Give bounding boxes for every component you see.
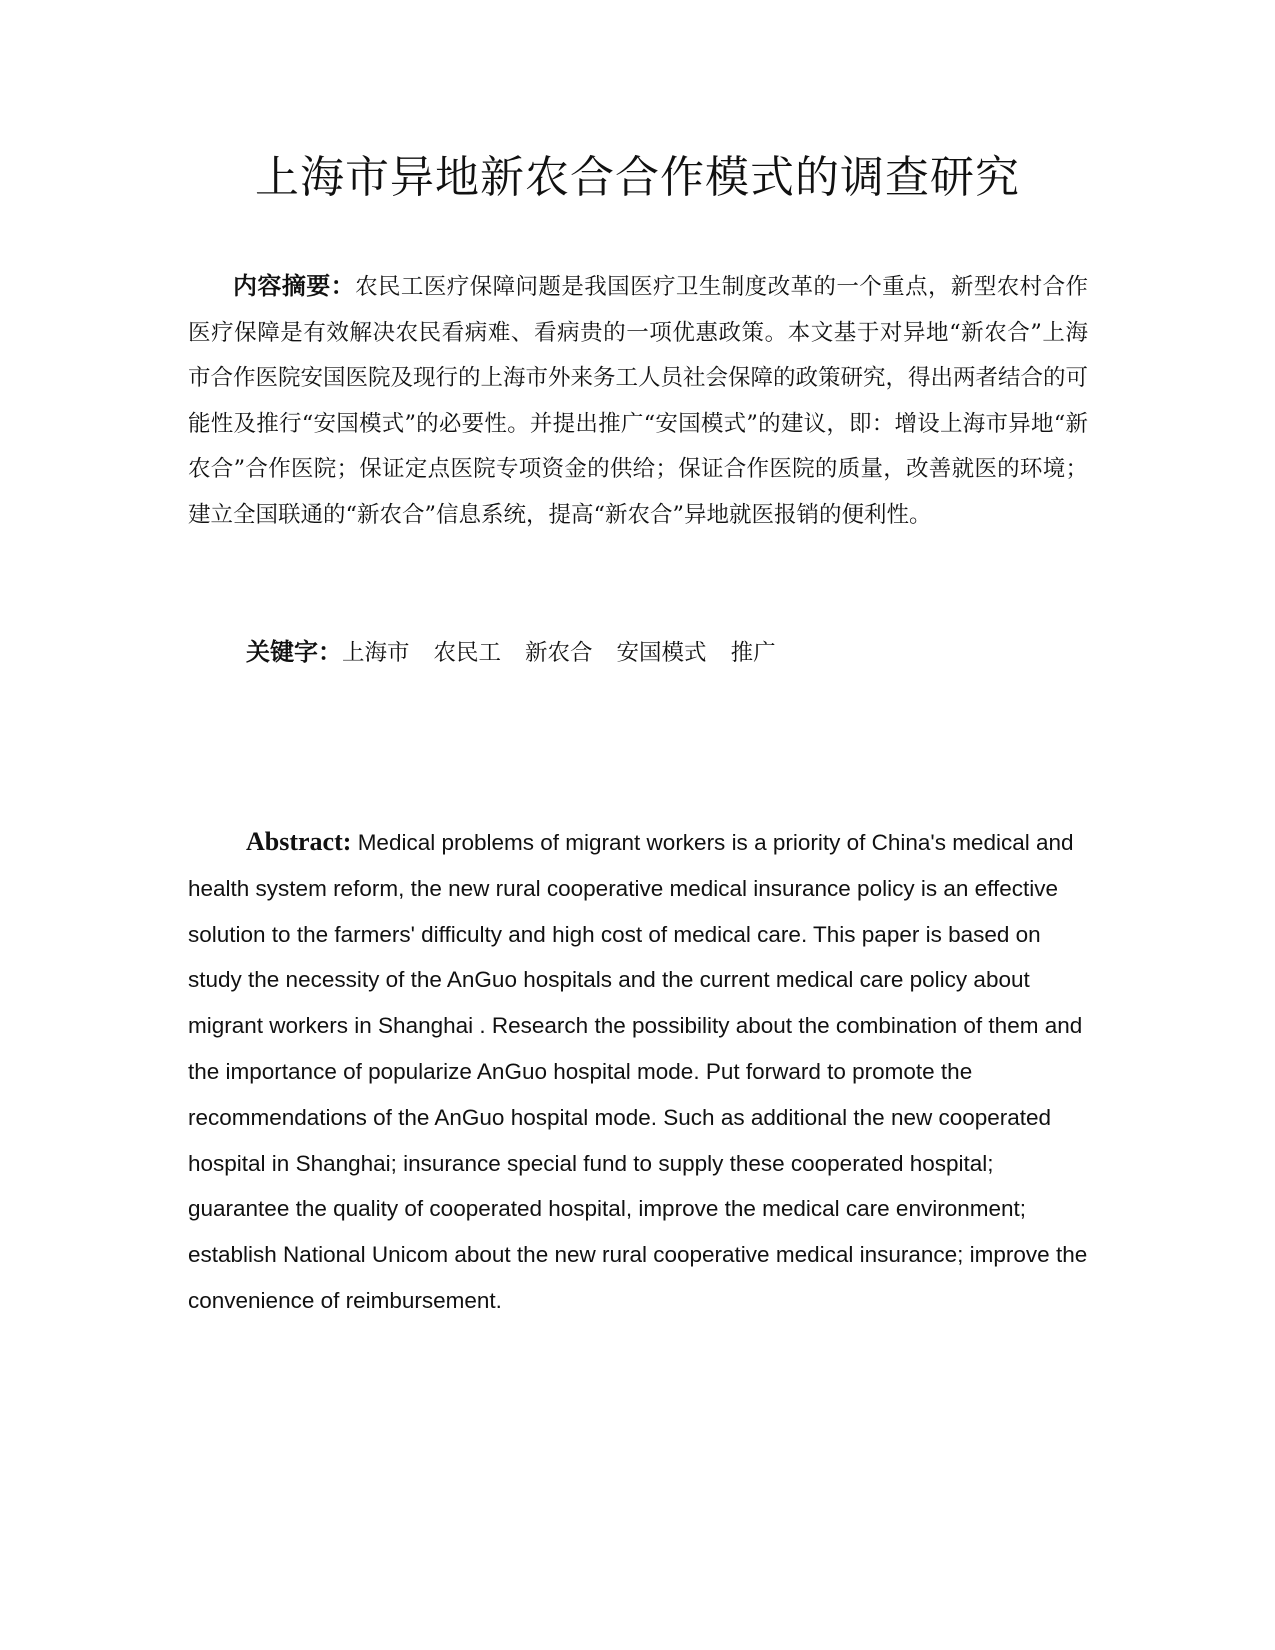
keywords-label: 关键字：	[246, 638, 342, 666]
english-abstract-text: Medical problems of migrant workers is a priority of China's medical and health system reform, the new rural cooperative medical insurance policy is an effective solution to the farmers' difficulty and high cost of medical care. This paper is based on study the necessity of the AnGuo hospitals and the current medical care policy about migrant workers in Shanghai . Research the possibility about the combination of them and the importance of popularize AnGuo hospital mode. Put forward to promote the recommendations of the AnGuo hospital mode. Such as additional the new cooperated hospital in Shanghai; insurance special fund to supply these cooperated hospital; guarantee the quality of cooperated hospital, improve the medical care environment; establish National Unicom about the new rural cooperative medical insurance; improve the convenience of reimbursement.	[188, 830, 1088, 1313]
chinese-abstract	[188, 264, 1088, 538]
chinese-abstract-label: 内容摘要：	[233, 272, 356, 300]
keyword-item: 新农合	[525, 640, 593, 666]
keyword-item: 上海市	[342, 640, 410, 666]
keyword-item: 农民工	[433, 640, 502, 666]
keywords	[246, 632, 1086, 673]
english-abstract-label: Abstract:	[246, 827, 352, 856]
keyword-item: 安国模式	[616, 640, 707, 666]
english-abstract	[188, 819, 1088, 1324]
page-title: 上海市异地新农合合作模式的调查研究	[255, 152, 1020, 203]
chinese-abstract-text: 农民工医疗保障问题是我国医疗卫生制度改革的一个重点，新型农村合作医疗保障是有效解决农民看病难、看病贵的一项优惠政策。本文基于对异地“新农合”上海市合作医院安国医院及现行的上海市外来务工人员社会保障的政策研究，得出两者结合的可能性及推行“安国模式”的必要性。并提出推广“安国模式”的建议，即：增设上海市异地“新农合”合作医院；保证定点医院专项资金的供给；保证合作医院的质量，改善就医的环境；建立全国联通的“新农合”信息系统，提高“新农合”异地就医报销的便利性。	[188, 274, 1089, 528]
keyword-item: 推广	[730, 640, 776, 666]
